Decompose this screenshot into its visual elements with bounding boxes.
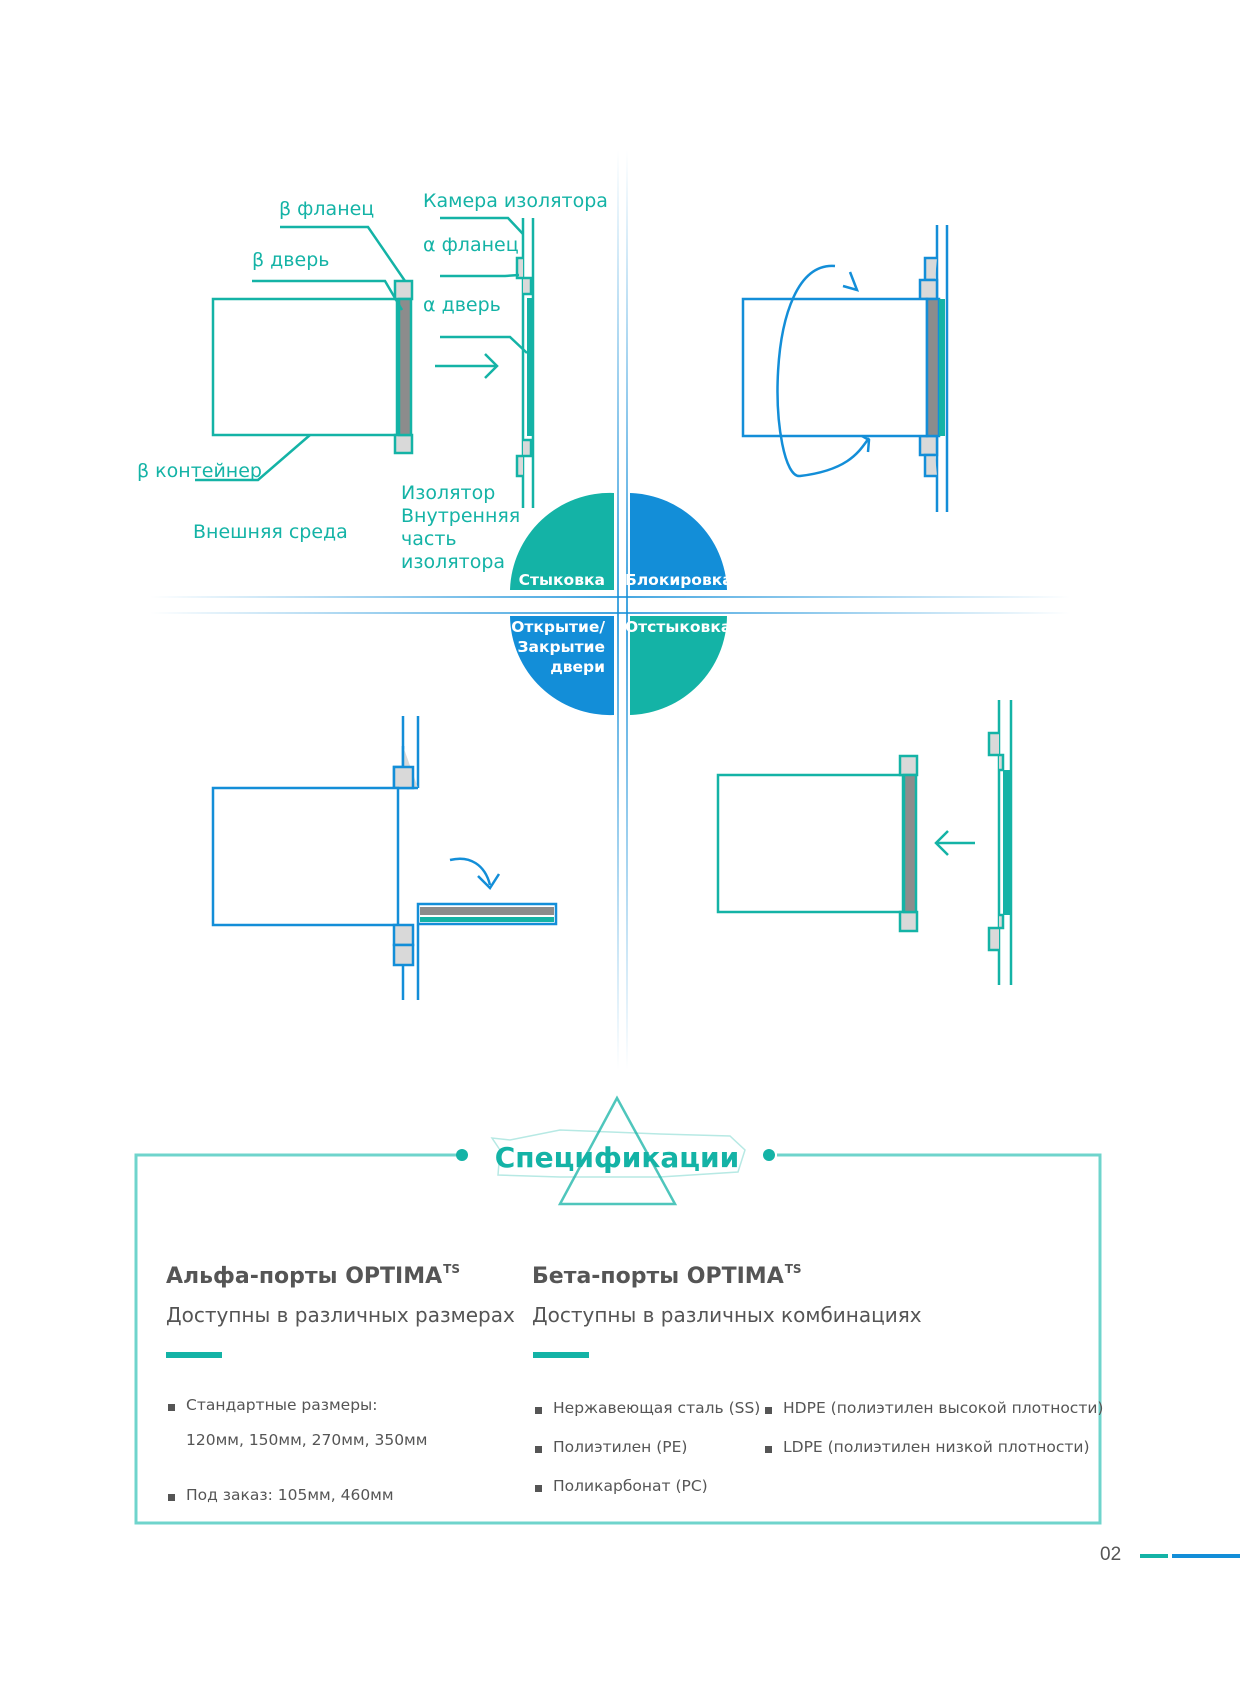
beta-subtitle: Доступны в различных комбинациях [532, 1303, 922, 1327]
label-alpha-flange: α фланец [423, 234, 519, 256]
beta-list-left [535, 1399, 760, 1495]
label-outside: Внешняя среда [193, 521, 348, 543]
label-open-close-3: двери [550, 658, 605, 676]
label-inside-2: часть [401, 528, 457, 550]
alpha-item-custom: Под заказ: 105мм, 460мм [168, 1486, 394, 1504]
label-open-close-1: Открытие/ [511, 618, 605, 636]
alpha-heading [166, 1262, 515, 1289]
beta-ports-block [532, 1262, 922, 1327]
alpha-subtitle: Доступны в различных размерах [166, 1303, 515, 1327]
alpha-heading-sup: TS [443, 1262, 460, 1276]
page-number-line-teal [1140, 1554, 1168, 1558]
undocking-illustration [718, 700, 1011, 985]
alpha-item-standard: Стандартные размеры: [168, 1396, 378, 1414]
label-isolator: Изолятор [401, 482, 496, 504]
alpha-list [168, 1396, 378, 1414]
label-open-close-2: Закрытие [517, 638, 605, 656]
label-beta-flange: β фланец [279, 198, 375, 220]
label-undocking: Отстыковка [625, 618, 732, 636]
label-beta-container: β контейнер [137, 460, 262, 482]
locking-illustration [743, 225, 947, 512]
beta-item-pc: Поликарбонат (PC) [535, 1477, 760, 1495]
beta-item-pe: Полиэтилен (PE) [535, 1438, 760, 1456]
alpha-item-sizes: 120мм, 150мм, 270мм, 350мм [186, 1431, 428, 1449]
alpha-accent-bar [166, 1352, 222, 1358]
label-beta-door: β дверь [252, 249, 330, 271]
door-open-illustration [213, 716, 556, 1000]
label-locking: Блокировка [625, 571, 733, 589]
alpha-ports-block [166, 1262, 515, 1327]
label-alpha-door: α дверь [423, 294, 501, 316]
beta-item-hdpe: HDPE (полиэтилен высокой плотности) [765, 1399, 1103, 1417]
page-number: 02 [1100, 1544, 1122, 1565]
beta-heading-text: Бета-порты OPTIMA [532, 1264, 784, 1289]
beta-list-right [765, 1399, 1103, 1456]
beta-item-ss: Нержавеющая сталь (SS) [535, 1399, 760, 1417]
label-docking: Стыковка [518, 571, 605, 589]
beta-heading [532, 1262, 922, 1289]
label-isolator-chamber: Камера изолятора [423, 190, 608, 212]
page-number-line-blue [1172, 1554, 1240, 1558]
beta-accent-bar [533, 1352, 589, 1358]
beta-heading-sup: TS [784, 1262, 802, 1276]
spec-title: Спецификации [494, 1141, 740, 1174]
beta-item-ldpe: LDPE (полиэтилен низкой плотности) [765, 1438, 1103, 1456]
label-inside-1: Внутренняя [401, 505, 521, 527]
alpha-heading-text: Альфа-порты OPTIMA [166, 1264, 443, 1289]
alpha-list-custom [168, 1486, 394, 1504]
label-inside-3: изолятора [401, 551, 506, 573]
process-circle [510, 493, 733, 715]
